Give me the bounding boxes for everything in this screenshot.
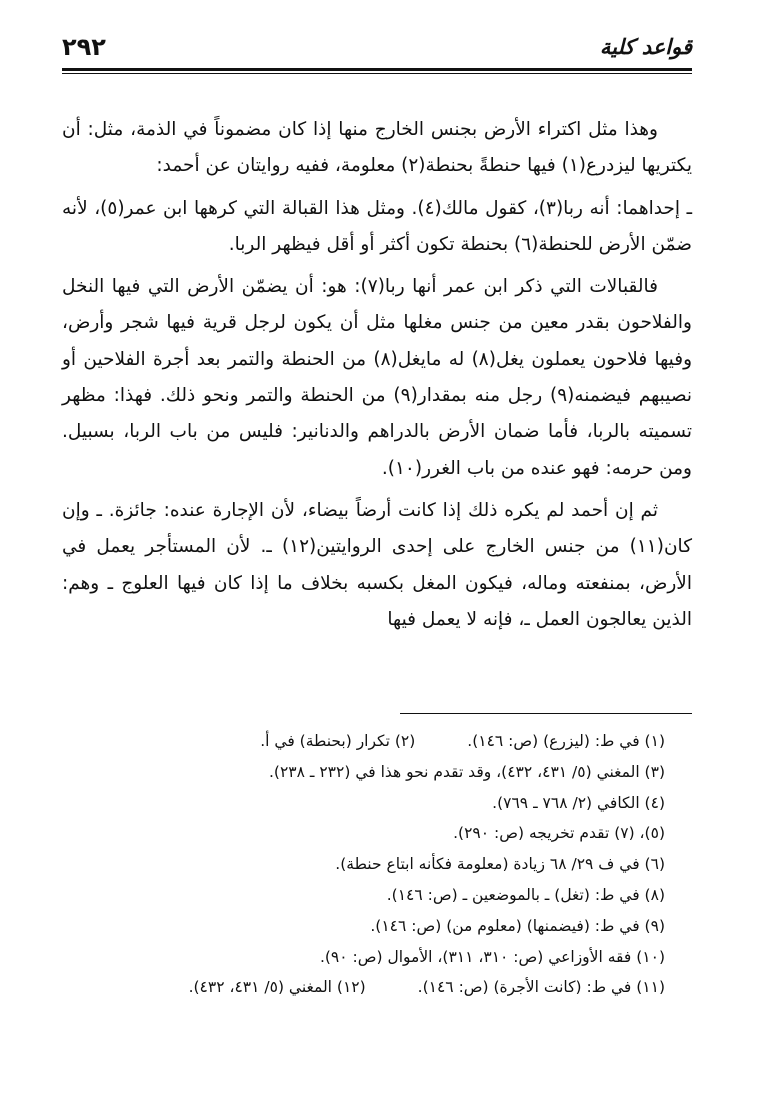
footnotes xyxy=(62,726,665,1003)
footnote-line xyxy=(62,849,665,880)
footnote: (٩) في ط: (فيضمنها) (معلوم من) (ص: ١٤٦). xyxy=(370,916,665,935)
footnote: (١٠) فقه الأوزاعي (ص: ٣١٠، ٣١١)، الأموال (ص: ٩٠). xyxy=(319,947,665,966)
footnote-line xyxy=(62,726,665,757)
paragraph-4: ثم إن أحمد لم يكره ذلك إذا كانت أرضاً بيضاء، لأن الإجارة عنده: جائزة. ـ وإن كان(١١) من جنس الخارج على إحدى الروايتين(١٢) ـ. لأن المستأجر يعمل في الأرض، بمنفعته وماله، فيكون المغل بكسبه بخلاف ما إذا كان فيها العلوج ـ وهم: الذين يعالجون العمل ـ، فإنه لا يعمل فيها xyxy=(62,499,692,630)
footnote-separator xyxy=(400,713,692,714)
footnote-line xyxy=(62,788,665,819)
footnote: (٢) تكرار (بحنطة) في أ. xyxy=(260,732,416,750)
footnote-line xyxy=(62,972,665,1003)
header-rule-thick xyxy=(62,68,692,71)
page-header xyxy=(62,28,692,66)
page-number: ٢٩٢ xyxy=(62,33,106,61)
header-rule-thin xyxy=(62,73,692,74)
footnote: (٤) الكافي (٢/ ٧٦٨ ـ ٧٦٩). xyxy=(492,793,665,812)
running-title: قواعد كلية xyxy=(599,35,692,59)
footnote-line xyxy=(62,757,665,788)
main-text xyxy=(62,112,692,644)
footnote: (١٢) المغني (٥/ ٤٣١، ٤٣٢). xyxy=(188,978,366,997)
footnote: (٨) في ط: (تغل) ـ بالموضعين ـ (ص: ١٤٦). xyxy=(386,885,665,904)
footnote-line xyxy=(62,880,665,911)
footnote: (٥)، (٧) تقدم تخريجه (ص: ٢٩٠). xyxy=(453,824,665,843)
footnote-line xyxy=(62,818,665,849)
footnote-line xyxy=(62,942,665,973)
footnote: (١) في ط: (ليزرع) (ص: ١٤٦). xyxy=(467,732,665,750)
footnote-line xyxy=(62,911,665,942)
paragraph-1: وهذا مثل اكتراء الأرض بجنس الخارج منها إذا كان مضموناً في الذمة، مثل: أن يكتريها ليزدرع(١) فيها حنطةً بحنطة(٢) معلومة، ففيه روايتان عن أحمد: xyxy=(62,119,692,177)
paragraph-3: فالقبالات التي ذكر ابن عمر أنها ربا(٧): هو: أن يضمّن الأرض التي فيها النخل والفلاحون بقدر معين من جنس مغلها مثل أن يكون لرجل قرية فيها شجر وأرض، وفيها فلاحون يعملون يغل(٨) له مايغل(٨) من الحنطة والتمر بعد أجرة الفلاحين أو نصيبهم فيضمنه(٩) رجل منه بمقدار(٩) من الحنطة والتمر ونحو ذلك. فهذا: مظهر تسميته بالربا، فأما ضمان الأرض بالدراهم والدنانير: فليس من باب الربا، بسبيل. ومن حرمه: فهو عنده من باب الغرر(١٠). xyxy=(62,276,693,479)
footnote: (١١) في ط: (كانت الأجرة) (ص: ١٤٦). xyxy=(417,978,665,997)
footnote: (٦) في ف ٢٩/ ٦٨ زيادة (معلومة فكأنه ابتاع حنطة). xyxy=(335,855,665,874)
paragraph-2: ـ إحداهما: أنه ربا(٣)، كقول مالك(٤). ومثل هذا القبالة التي كرهها ابن عمر(٥)، لأنه ضمّن الأرض للحنطة(٦) بحنطة تكون أكثر أو أقل فيظهر الربا. xyxy=(62,197,692,255)
footnote: (٣) المغني (٥/ ٤٣١، ٤٣٢)، وقد تقدم نحو هذا في (٢٣٢ ـ ٢٣٨). xyxy=(268,762,665,781)
